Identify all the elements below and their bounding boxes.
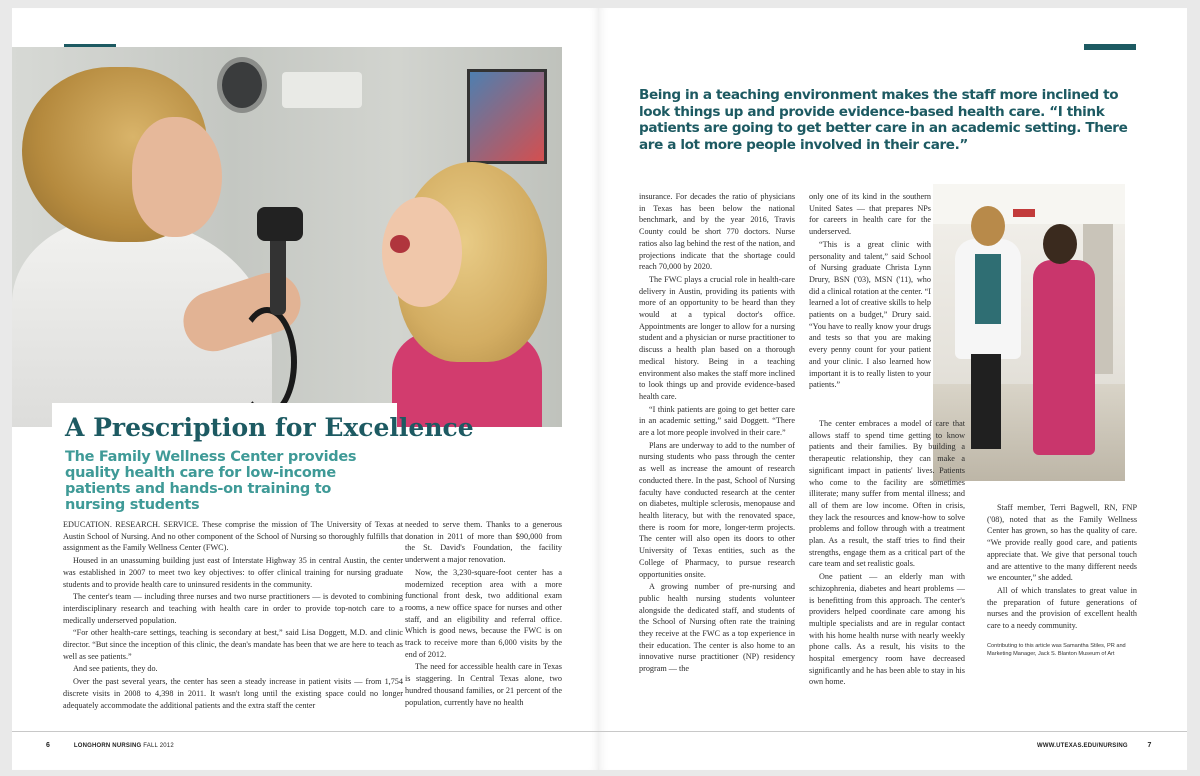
footer-rule bbox=[599, 731, 1187, 732]
right-page bbox=[599, 8, 1187, 770]
body-column-4-top bbox=[809, 191, 931, 392]
paragraph: The FWC plays a crucial role in health-care delivery in Austin, providing its patients with more of an opportunity to be heard than they would at a typical doctor's office. Appointments are longer to allow for a nursing student and a physician or nurse practitioner to discuss a health plan based on a thorough medical history. Being in a teaching environment also makes the staff more inclined to look things up and provide evidence-based health care. bbox=[639, 274, 795, 401]
body-column-3 bbox=[639, 191, 795, 676]
paragraph: A growing number of pre-nursing and public health nursing students volunteer alongside the dedicated staff, and students of the School of Nursing often rate the training they receive at the FWC as a top experience in their education. The center is also home to an innovative nurse practitioner (NP) residency program — the bbox=[639, 582, 795, 674]
paragraph: Plans are underway to add to the number of nursing students who pass through the center as well as increase the amount of research conducted there. In the past, School of Nursing faculty have conducted research at the center on diabetes, multiple sclerosis, menopause and health literacy, but with the renovated space, there is room for more, longer-term projects. The center will also open its doors to other University of Texas entities, such as the College of Pharmacy, to pursue research opportunities onsite. bbox=[639, 440, 795, 579]
body-column-1 bbox=[63, 519, 403, 712]
issue-label: FALL 2012 bbox=[143, 743, 174, 749]
paragraph: All of which translates to great value in the preparation of future generations of nurses and the provision of excellent health care to a needy community. bbox=[987, 585, 1137, 631]
paragraph: needed to serve them. Thanks to a generous donation in 2011 of more than $90,000 from the St. David's Foundation, the facility underwent a major renovation. bbox=[405, 520, 562, 565]
paragraph: Now, the 3,230-square-foot center has a modernized reception area with a more functional front desk, two additional exam rooms, a new office space for nurses and other staff, and an eligibility and referral office. Which is good news, because the FWC is on track to receive more than 6,000 visits by the end of 2012. bbox=[405, 567, 562, 659]
paragraph: “This is a great clinic with personality and talent,” said School of Nursing graduate Christa Lynn Drury, BSN ('03), MSN ('11), who did a clinical rotation at the center. “I learned a lot of creative skills to help patients on a budget,” Drury said. “You have to really know your drugs and tests so that you are making every penny count for your patient and your clinic. I also learned how important it is to really listen to your patients.” bbox=[809, 239, 931, 390]
website-url: WWW.UTEXAS.EDU/NURSING bbox=[1037, 743, 1128, 749]
paragraph: And see patients, they do. bbox=[73, 664, 158, 674]
paragraph: One patient — an elderly man with schizophrenia, diabetes and heart problems — is benefitting from this approach. The center's providers helped coordinate care among his multiple specialists and are in regular contact with his home health nurse with nearly weekly phone calls. As a result, his visits to the hospital emergency room have decreased significantly and he has been able to stay in his own home. bbox=[809, 572, 965, 687]
paragraph: Over the past several years, the center has seen a steady increase in patient visits — from 1,754 discrete visits in 2008 to 4,398 in 2011. It wasn't long until the existing space could no longer adequately accommodate the additional patients and the extra staff the center bbox=[63, 677, 403, 710]
left-page bbox=[12, 8, 599, 770]
paragraph: The center embraces a model of care that allows staff to spend time getting to know patients and their families. By building a therapeutic relationship, they can make a significant impact in patients' lives. Patients who come to the facility are sometimes illiterate; many suffer from mental illness; and all of them are low income. Often in crisis, they lack the resources and know-how to solve problems and follow through with a treatment plan. As a result, the staff tries to find their strengths, engage them as a critical part of the care team and set realistic goals. bbox=[809, 419, 965, 569]
body-column-4-bottom bbox=[809, 418, 965, 689]
paragraph: “For other health-care settings, teaching is secondary at best,” said Lisa Doggett, M.D. and clinic director. “But since the inception of this clinic, the dean's mandate has been that we are here to teach as well as see patients.” bbox=[63, 628, 403, 661]
paragraph: Housed in an unassuming building just east of Interstate Highway 35 in central Austin, the center was established in 2007 to meet two key objectives: to offer clinical training for nursing graduate students and to provide health care to uninsured residents in the community. bbox=[63, 556, 403, 589]
paragraph: The center's team — including three nurses and two nurse practitioners — is devoted to combining interdisciplinary research and teaching with health care in order to provide top-notch care to a medically underserved population. bbox=[63, 592, 403, 625]
otoscope-icon bbox=[257, 207, 303, 241]
paragraph: Staff member, Terri Bagwell, RN, FNP ('08), noted that as the Family Wellness Center has grown, so has the quality of care. “We provide really good care, and patients appreciate that. We give that personal touch and are attentive to the many different needs we encounter,” she added. bbox=[987, 503, 1137, 583]
accent-bar-right bbox=[1084, 44, 1136, 50]
footer-right bbox=[1037, 742, 1152, 749]
page-number: 6 bbox=[46, 742, 51, 749]
body-column-5 bbox=[987, 502, 1137, 633]
article-subtitle: The Family Wellness Center provides quality health care for low-income patients and hands-on training to nursing students bbox=[65, 449, 357, 513]
footer-left bbox=[46, 742, 174, 749]
footer-rule bbox=[12, 731, 599, 732]
publication-name: LONGHORN NURSING bbox=[73, 743, 142, 749]
paragraph: only one of its kind in the southern United Sates — that prepares NPs for careers in health care for the underserved. bbox=[809, 192, 931, 237]
paragraph: insurance. For decades the ratio of physicians in Texas has been below the national benchmark, and by the year 2016, Travis County could be short 770 doctors. Nurse ratios also lag behind the rest of the nation, and projections indicate that the shortage could reach 70,000 by 2020. bbox=[639, 192, 795, 272]
body-column-2 bbox=[405, 519, 562, 709]
blood-pressure-gauge-icon bbox=[217, 57, 267, 113]
contributor-credit: Contributing to this article was Samantha Stiles, PR and Marketing Manager, Jack S. Blanton Museum of Art bbox=[987, 643, 1126, 657]
exit-sign-icon bbox=[1013, 209, 1035, 217]
paragraph: “I think patients are going to get better care in an academic setting,” said Doggett. “There are a lot more people involved in their care.” bbox=[639, 404, 795, 438]
page-number: 7 bbox=[1147, 742, 1152, 749]
pull-quote: Being in a teaching environment makes the staff more inclined to look things up and provide evidence-based health care. “I think patients are going to get better care in an academic setting. There are a lot more people involved in their care.” bbox=[639, 87, 1128, 153]
paragraph: The need for accessible health care in Texas is staggering. In Central Texas alone, two hundred thousand families, or 21 percent of the population, currently have no health bbox=[405, 662, 562, 707]
article-title: A Prescription for Excellence bbox=[65, 413, 474, 442]
paragraph: EDUCATION. RESEARCH. SERVICE. These comprise the mission of The University of Texas at Austin School of Nursing. And no other component of the School of Nursing so thoroughly fulfills that assignment as the Family Wellness Center (FWC). bbox=[63, 520, 403, 553]
hero-photo-nurse-examining-child bbox=[12, 47, 562, 427]
